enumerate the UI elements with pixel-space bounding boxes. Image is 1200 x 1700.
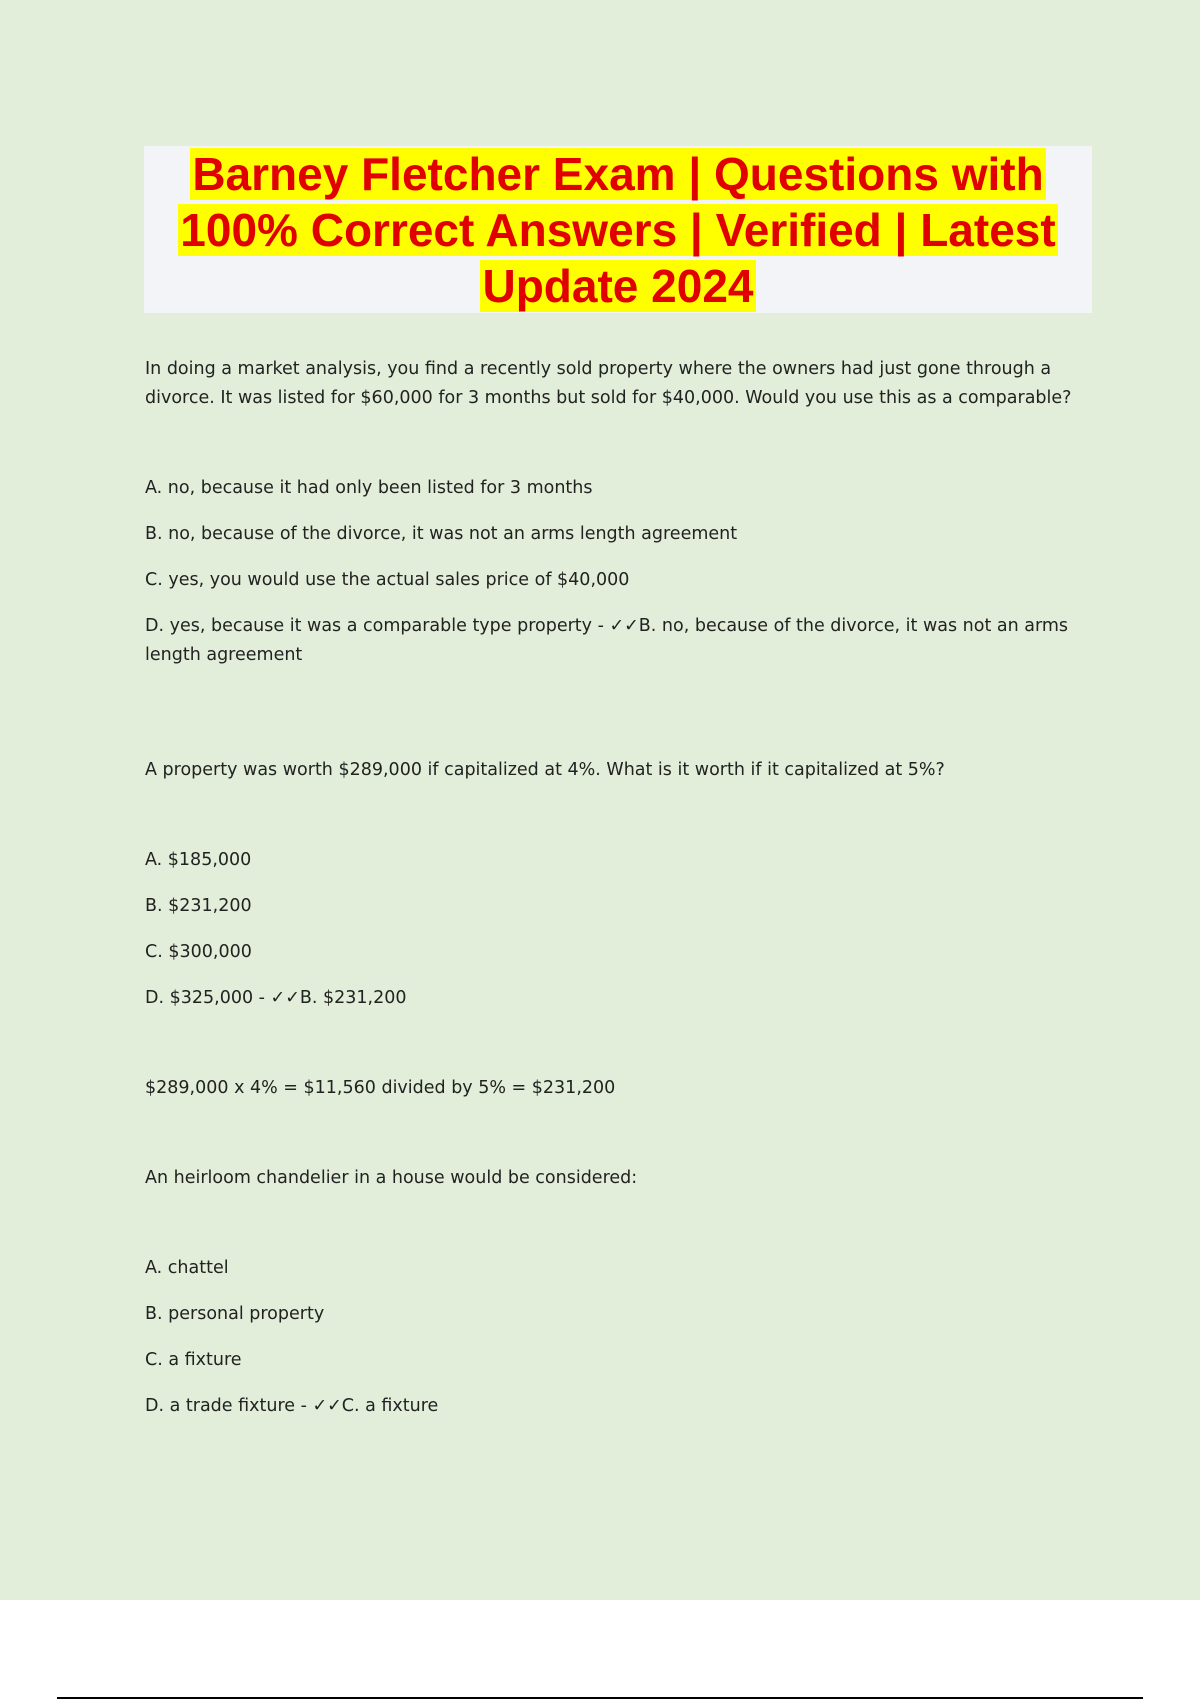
question-2-option-d-answer: D. $325,000 - ✓✓B. $231,200 [145,988,407,1008]
question-1-option-a: A. no, because it had only been listed for 3 months [145,478,593,498]
question-1-option-d-answer: D. yes, because it was a comparable type property - ✓✓B. no, because of the divorce, it was not an arms length agreement [145,616,1069,665]
question-2-option-a: A. $185,000 [145,850,252,870]
question-1-option-b: B. no, because of the divorce, it was not an arms length agreement [145,524,738,544]
question-2-text: A property was worth $289,000 if capitalized at 4%. What is it worth if it capitalized at 5%? [145,760,945,780]
title-line-3: Update 2024 [482,260,754,312]
question-2-option-b: B. $231,200 [145,896,252,916]
title-line-2: 100% Correct Answers | Verified | Latest [180,204,1056,256]
question-1-option-c: C. yes, you would use the actual sales price of $40,000 [145,570,630,590]
footer-divider [57,1697,1143,1699]
title-block [144,146,1092,313]
question-3-option-b: B. personal property [145,1304,325,1324]
question-3-text: An heirloom chandelier in a house would be considered: [145,1168,638,1188]
questions-section [145,355,1095,1421]
question-3-option-d-answer: D. a trade fixture - ✓✓C. a fixture [145,1396,439,1416]
question-3-option-c: C. a fixture [145,1350,242,1370]
question-2-option-c: C. $300,000 [145,942,252,962]
title-line-1: Barney Fletcher Exam | Questions with [192,148,1044,200]
question-3-option-a: A. chattel [145,1258,229,1278]
question-2-explanation: $289,000 x 4% = $11,560 divided by 5% = $231,200 [145,1078,616,1098]
question-1-text: In doing a market analysis, you find a recently sold property where the owners had just gone through a divorce. It was listed for $60,000 for 3 months but sold for $40,000. Would you use this as a comparable? [145,359,1072,408]
